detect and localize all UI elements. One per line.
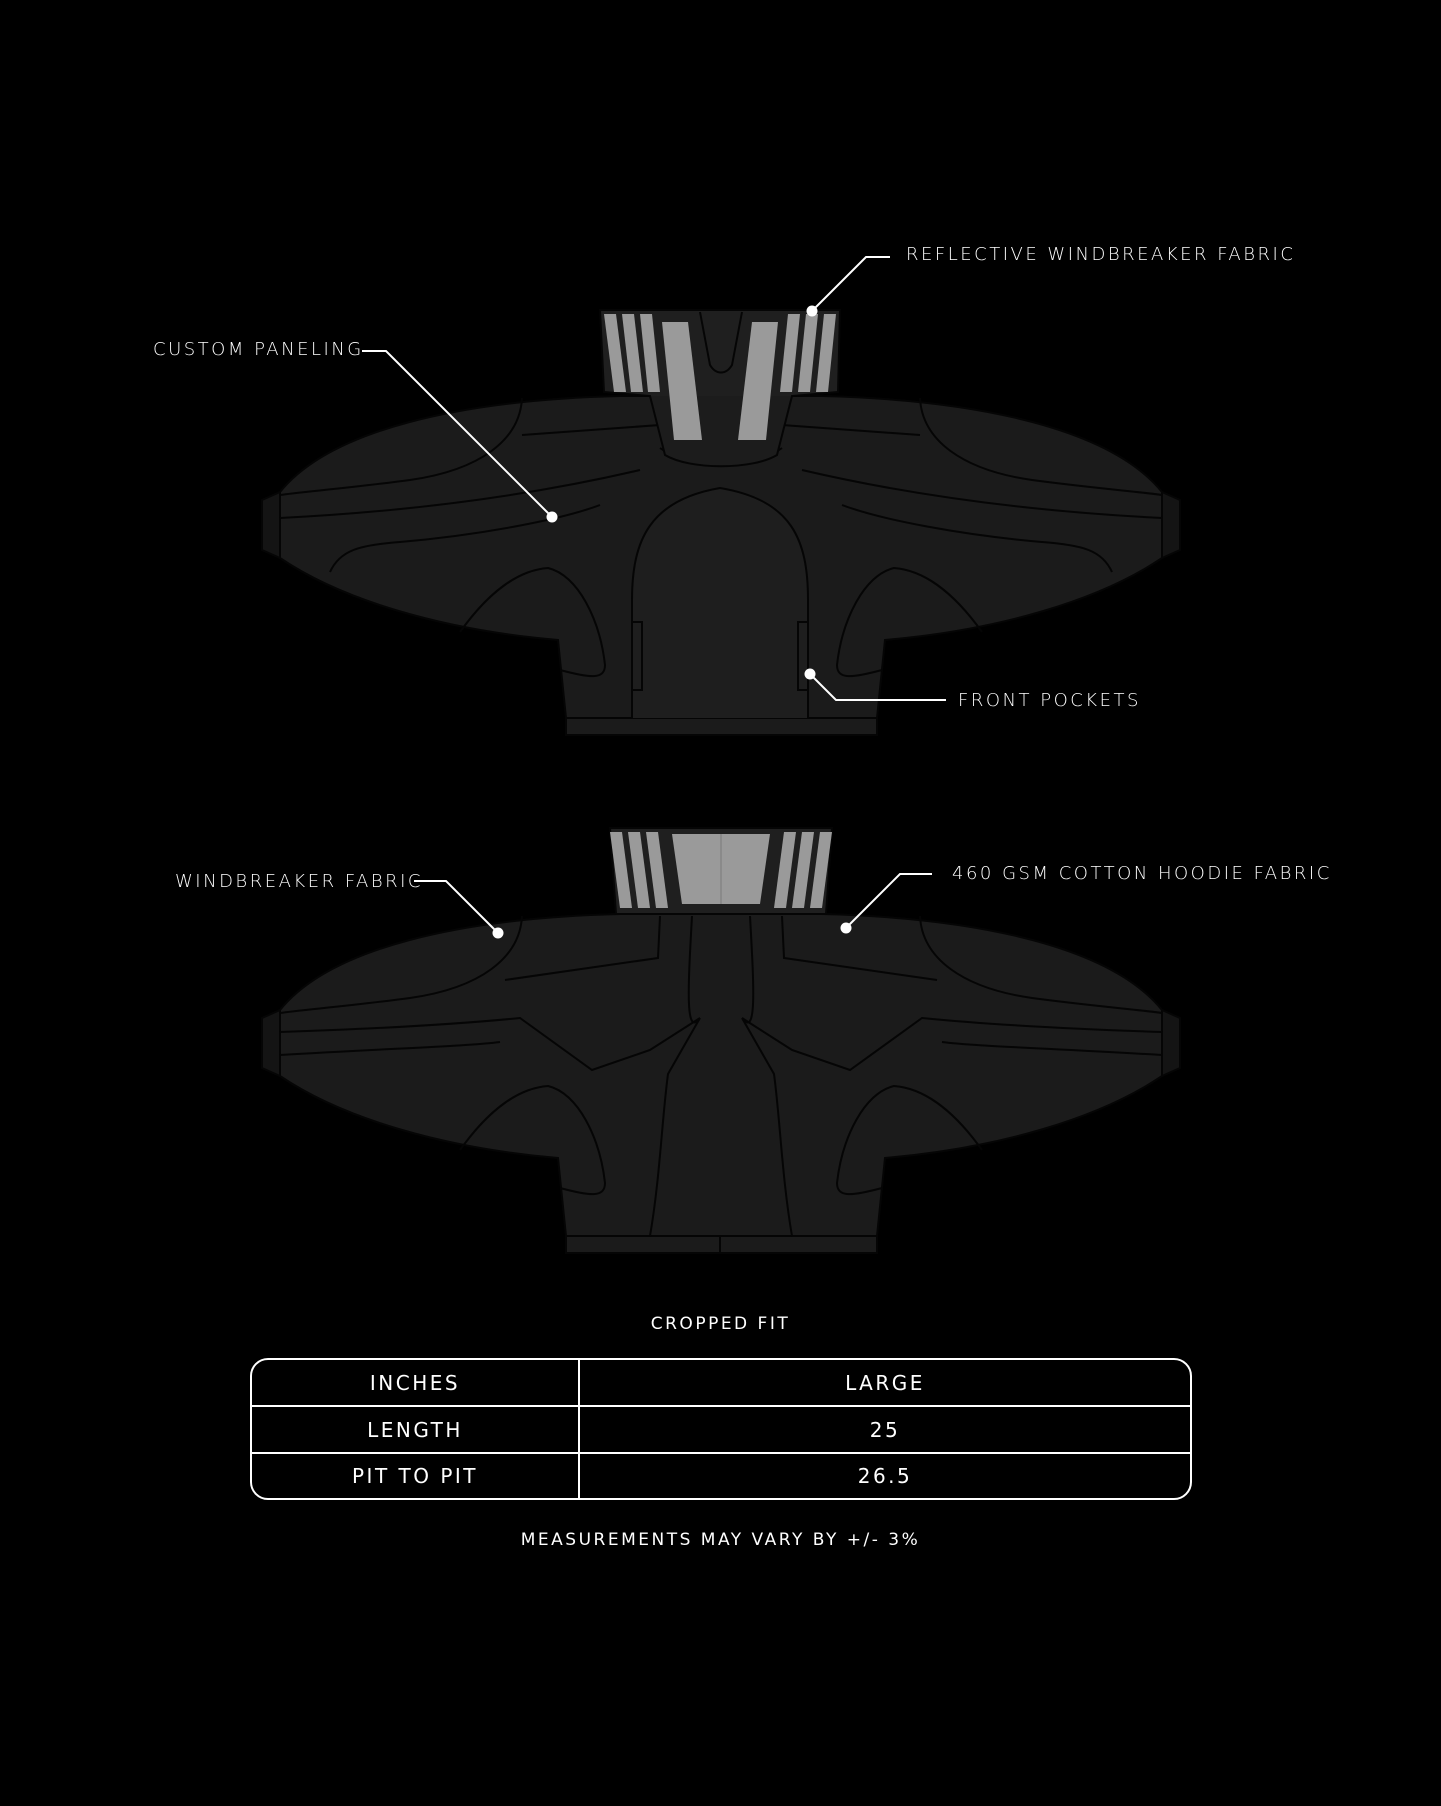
callout-custom-paneling: CUSTOM PANELING xyxy=(153,339,364,360)
callout-cotton-hoodie-fabric: 460 GSM COTTON HOODIE FABRIC xyxy=(952,863,1332,884)
table-header-row xyxy=(252,1360,1190,1407)
dot-cotton xyxy=(841,923,852,934)
size-table xyxy=(250,1358,1192,1500)
row-label-pit-to-pit: PIT TO PIT xyxy=(252,1454,580,1498)
leader-reflective xyxy=(812,257,890,311)
row-label-length: LENGTH xyxy=(252,1407,580,1452)
callout-windbreaker-fabric: WINDBREAKER FABRIC xyxy=(175,871,424,892)
callout-front-pockets: FRONT POCKETS xyxy=(958,690,1141,711)
fit-title: CROPPED FIT xyxy=(650,1314,791,1334)
dot-paneling xyxy=(547,512,558,523)
callout-reflective-windbreaker-fabric: REFLECTIVE WINDBREAKER FABRIC xyxy=(906,244,1296,265)
dot-pockets xyxy=(805,669,816,680)
row-value-length: 25 xyxy=(869,1417,901,1442)
table-row xyxy=(252,1454,1190,1498)
row-value-pit-to-pit: 26.5 xyxy=(857,1464,913,1488)
header-size: LARGE xyxy=(845,1370,925,1395)
table-row xyxy=(252,1407,1190,1454)
front-view xyxy=(262,310,1180,735)
measurement-note: MEASUREMENTS MAY VARY BY +/- 3% xyxy=(520,1530,921,1550)
dot-reflective xyxy=(807,306,818,317)
header-units: INCHES xyxy=(252,1360,580,1405)
dot-windbreaker xyxy=(493,928,504,939)
